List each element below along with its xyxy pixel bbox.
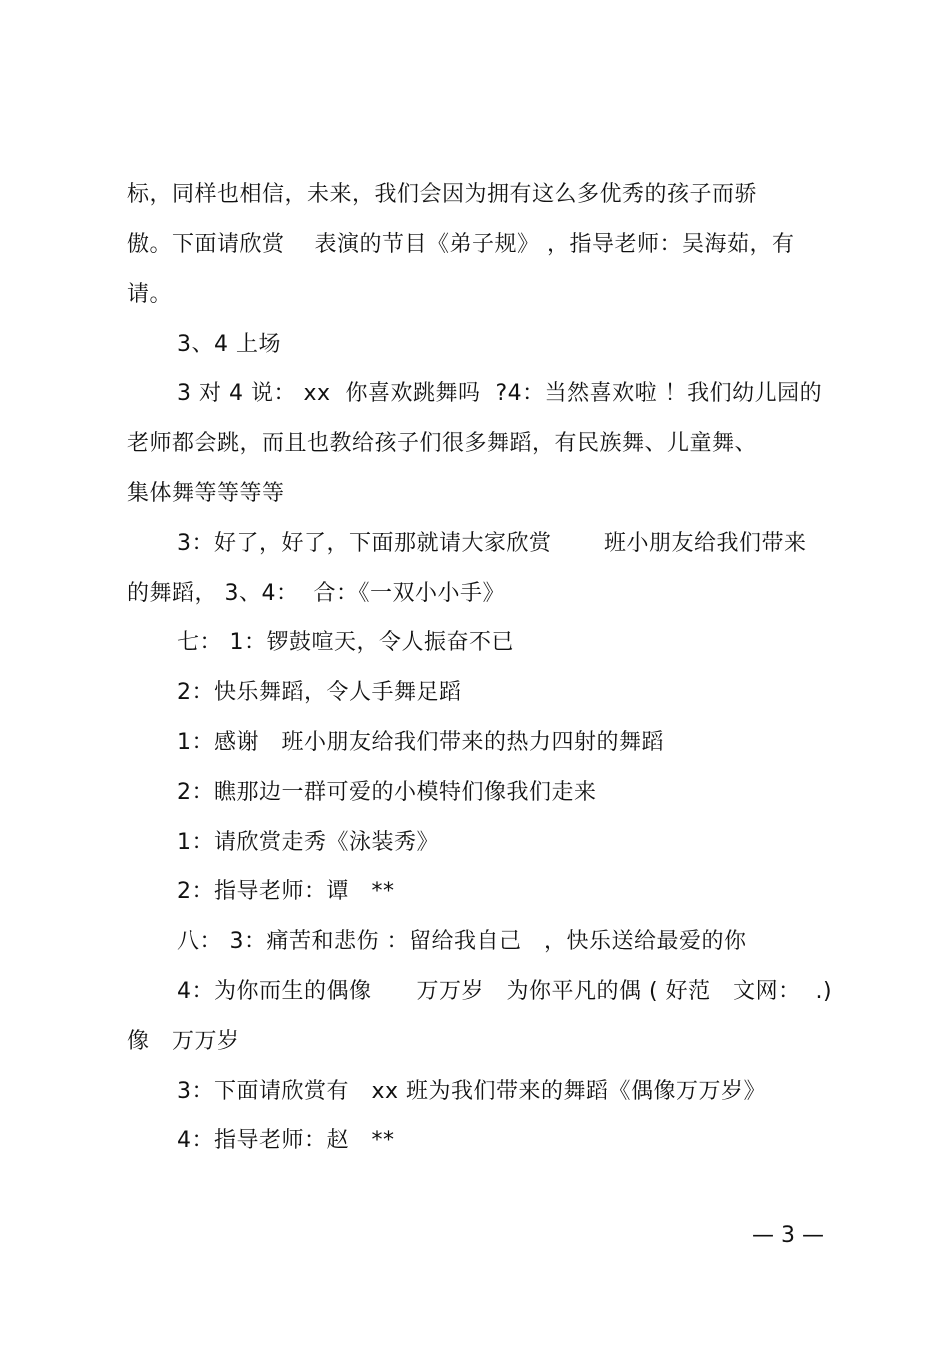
text-line: 3：好了，好了，下面那就请大家欣赏 班小朋友给我们带来: [177, 531, 807, 556]
text-line: 4：指导老师：赵 **: [177, 1128, 395, 1153]
text-line: 3：下面请欣赏有 xx 班为我们带来的舞蹈《偶像万万岁》: [177, 1079, 767, 1104]
text-line: 傲。下面请欣赏 表演的节目《弟子规》 ，指导老师：吴海茹，有: [127, 232, 795, 257]
text-line: 2：快乐舞蹈，令人手舞足蹈: [177, 680, 462, 705]
text-line: 集体舞等等等等: [127, 481, 285, 506]
text-line: 3、4 上场: [177, 332, 281, 357]
text-line: 1：感谢 班小朋友给我们带来的热力四射的舞蹈: [177, 730, 664, 755]
text-line: 七： 1：锣鼓喧天，令人振奋不已: [177, 630, 514, 655]
text-line: 的舞蹈， 3、4： 合：《一双小小手》: [127, 581, 505, 606]
text-line: 2：指导老师：谭 **: [177, 879, 395, 904]
page-number: — 3 —: [752, 1223, 824, 1248]
text-line: 八： 3：痛苦和悲伤 ：留给我自己 ，快乐送给最爱的你: [177, 929, 747, 954]
text-line: 2：瞧那边一群可爱的小模特们像我们走来: [177, 780, 597, 805]
text-line: 请。: [127, 282, 173, 307]
text-line: 标，同样也相信，未来，我们会因为拥有这么多优秀的孩子而骄: [127, 182, 758, 207]
text-line: 1：请欣赏走秀《泳装秀》: [177, 830, 439, 855]
text-line: 老师都会跳，而且也教给孩子们很多舞蹈，有民族舞、儿童舞、: [127, 431, 758, 456]
text-line: 像 万万岁: [127, 1029, 240, 1054]
text-line: 4：为你而生的偶像 万万岁 为你平凡的偶 ( 好范 文网： .): [177, 979, 833, 1004]
text-line: 3 对 4 说： xx 你喜欢跳舞吗 ?4：当然喜欢啦 ！我们幼儿园的: [177, 381, 823, 406]
